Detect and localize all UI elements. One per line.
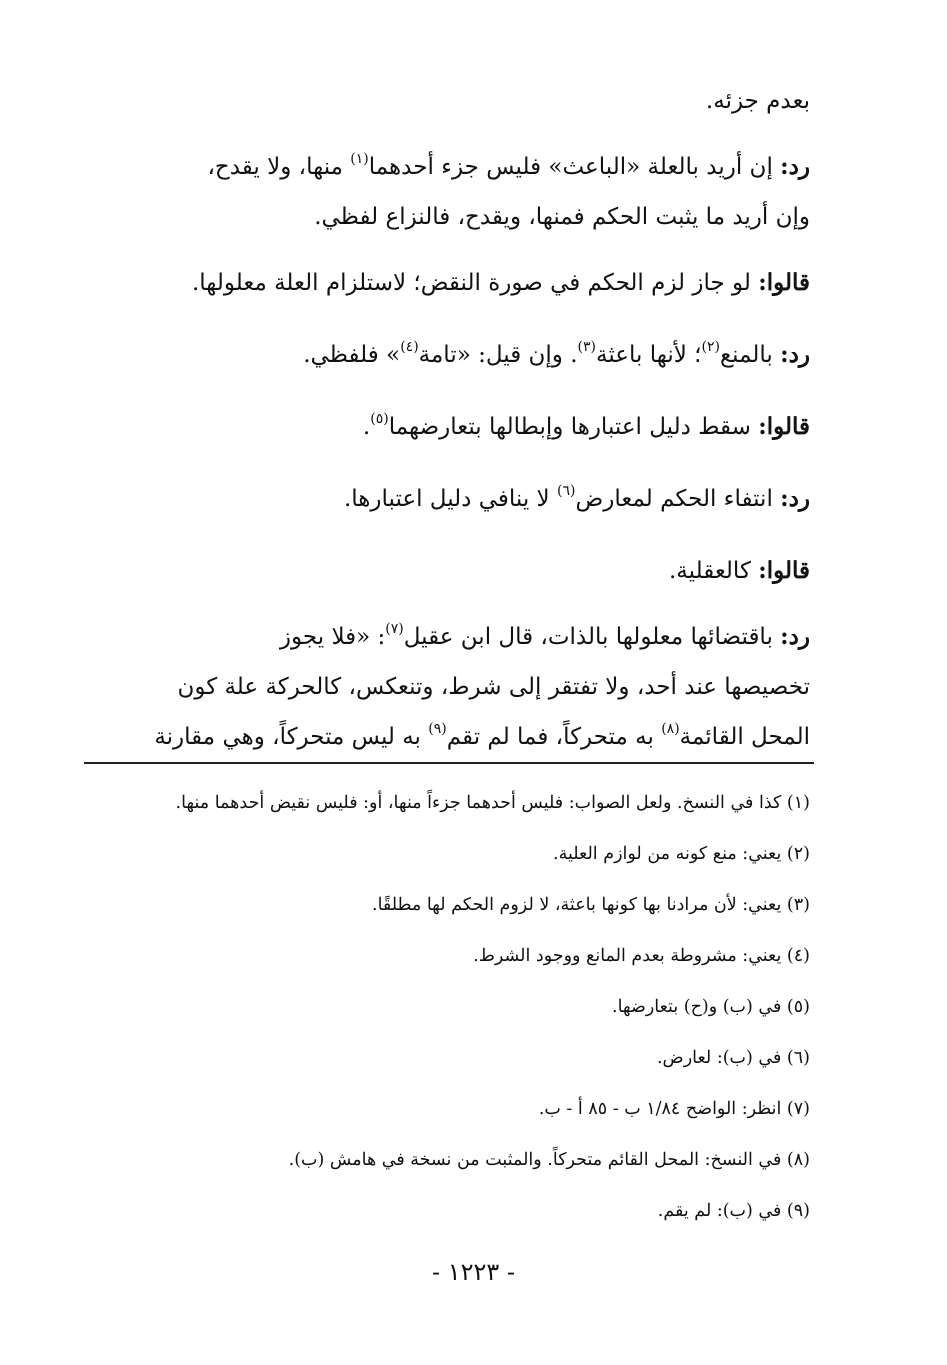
line-text: سقط دليل اعتبارها وإبطالها بتعارضهما (388, 414, 759, 440)
line-text: انتفاء الحكم لمعارض (575, 486, 781, 512)
line-text: باقتضائها معلولها بالذات، قال ابن عقيل (403, 624, 781, 650)
paragraph-qalu-2 (84, 396, 810, 458)
paragraph-radd-1 (84, 142, 810, 192)
paragraph-radd-2 (84, 324, 810, 386)
line-text: . وإن قيل: «تامة (418, 342, 578, 368)
footnote-9: (٩) في (ب): لم يقم. (657, 1201, 810, 1221)
line-text: . (362, 414, 371, 440)
footnote-ref-3[interactable]: (٣) (577, 339, 596, 356)
line-text: لا ينافي دليل اعتبارها. (343, 486, 557, 512)
line-text: وإن أريد ما يثبت الحكم فمنها، ويقدح، فالنزاع لفظي. (314, 204, 810, 230)
footnote-ref-7[interactable]: (٧) (385, 621, 404, 638)
footnote-ref-4[interactable]: (٤) (400, 339, 419, 356)
label-qalu: قالوا: (758, 413, 810, 440)
line-text: المحل القائمة (679, 724, 810, 750)
label-radd: رد: (780, 623, 810, 650)
label-qalu: قالوا: (758, 269, 810, 296)
line-text: كالعقلية. (669, 558, 759, 584)
label-radd: رد: (780, 341, 810, 368)
line-text: به ليس متحركاً، وهي مقارنة (154, 724, 429, 750)
footnote-1: (١) كذا في النسخ. ولعل الصواب: فليس أحدهما جزءاً منها، أو: فليس نقيض أحدهما منها. (175, 793, 810, 813)
label-radd: رد: (780, 153, 810, 180)
footnote-4: (٤) يعني: مشروطة بعدم المانع ووجود الشرط. (473, 946, 810, 966)
paragraph-radd-4 (84, 612, 810, 662)
footnote-2: (٢) يعني: منع كونه من لوازم العلية. (553, 844, 810, 864)
line-text: : «فلا يجوز (279, 624, 386, 650)
footnotes (84, 778, 810, 1237)
text-line-10 (84, 662, 810, 712)
footnote-ref-9[interactable]: (٩) (428, 721, 447, 738)
line-text: به متحركاً، فما لم تقم (446, 724, 662, 750)
text-line-11 (84, 712, 810, 762)
footnote-ref-2[interactable]: (٢) (701, 339, 720, 356)
line-text: تخصيصها عند أحد، ولا تفتقر إلى شرط، وتنعكس، كالحركة علة كون (177, 674, 810, 700)
main-text (84, 70, 810, 762)
footnote-3: (٣) يعني: لأن مرادنا بها كونها باعثة، لا لزوم الحكم لها مطلقًا. (372, 895, 810, 915)
paragraph-qalu-1 (84, 252, 810, 314)
page-number: - ١٢٢٣ - (431, 1258, 516, 1286)
footnote-ref-6[interactable]: (٦) (556, 483, 576, 500)
line-text: » فلفظي. (303, 342, 401, 368)
text-line-1 (84, 70, 810, 132)
footnote-ref-1[interactable]: (١) (350, 151, 369, 168)
paragraph-radd-3 (84, 468, 810, 530)
paragraph-qalu-3 (84, 540, 810, 602)
footnote-separator (84, 762, 814, 764)
line-text: بعدم جزئه. (705, 88, 810, 114)
footnote-5: (٥) في (ب) و(ح) بتعارضها. (612, 997, 810, 1017)
line-text: ؛ لأنها باعثة (596, 342, 702, 368)
line-text: لو جاز لزم الحكم في صورة النقض؛ لاستلزام العلة معلولها. (191, 270, 759, 296)
label-qalu: قالوا: (758, 557, 810, 584)
text-line-3 (84, 192, 810, 242)
footnote-ref-5[interactable]: (٥) (370, 411, 389, 428)
line-text: بالمنع (719, 342, 781, 368)
footnote-6: (٦) في (ب): لعارض. (656, 1048, 810, 1068)
label-radd: رد: (780, 485, 810, 512)
footnote-ref-8[interactable]: (٨) (661, 721, 680, 738)
line-text: منها، ولا يقدح، (207, 154, 351, 180)
footnote-7: (٧) انظر: الواضح ١/٨٤ ب - ٨٥ أ - ب. (538, 1099, 810, 1119)
footnote-8: (٨) في النسخ: المحل القائم متحركاً. والمثبت من نسخة في هامش (ب). (288, 1150, 810, 1170)
line-text: إن أريد بالعلة «الباعث» فليس جزء أحدهما (368, 154, 773, 180)
